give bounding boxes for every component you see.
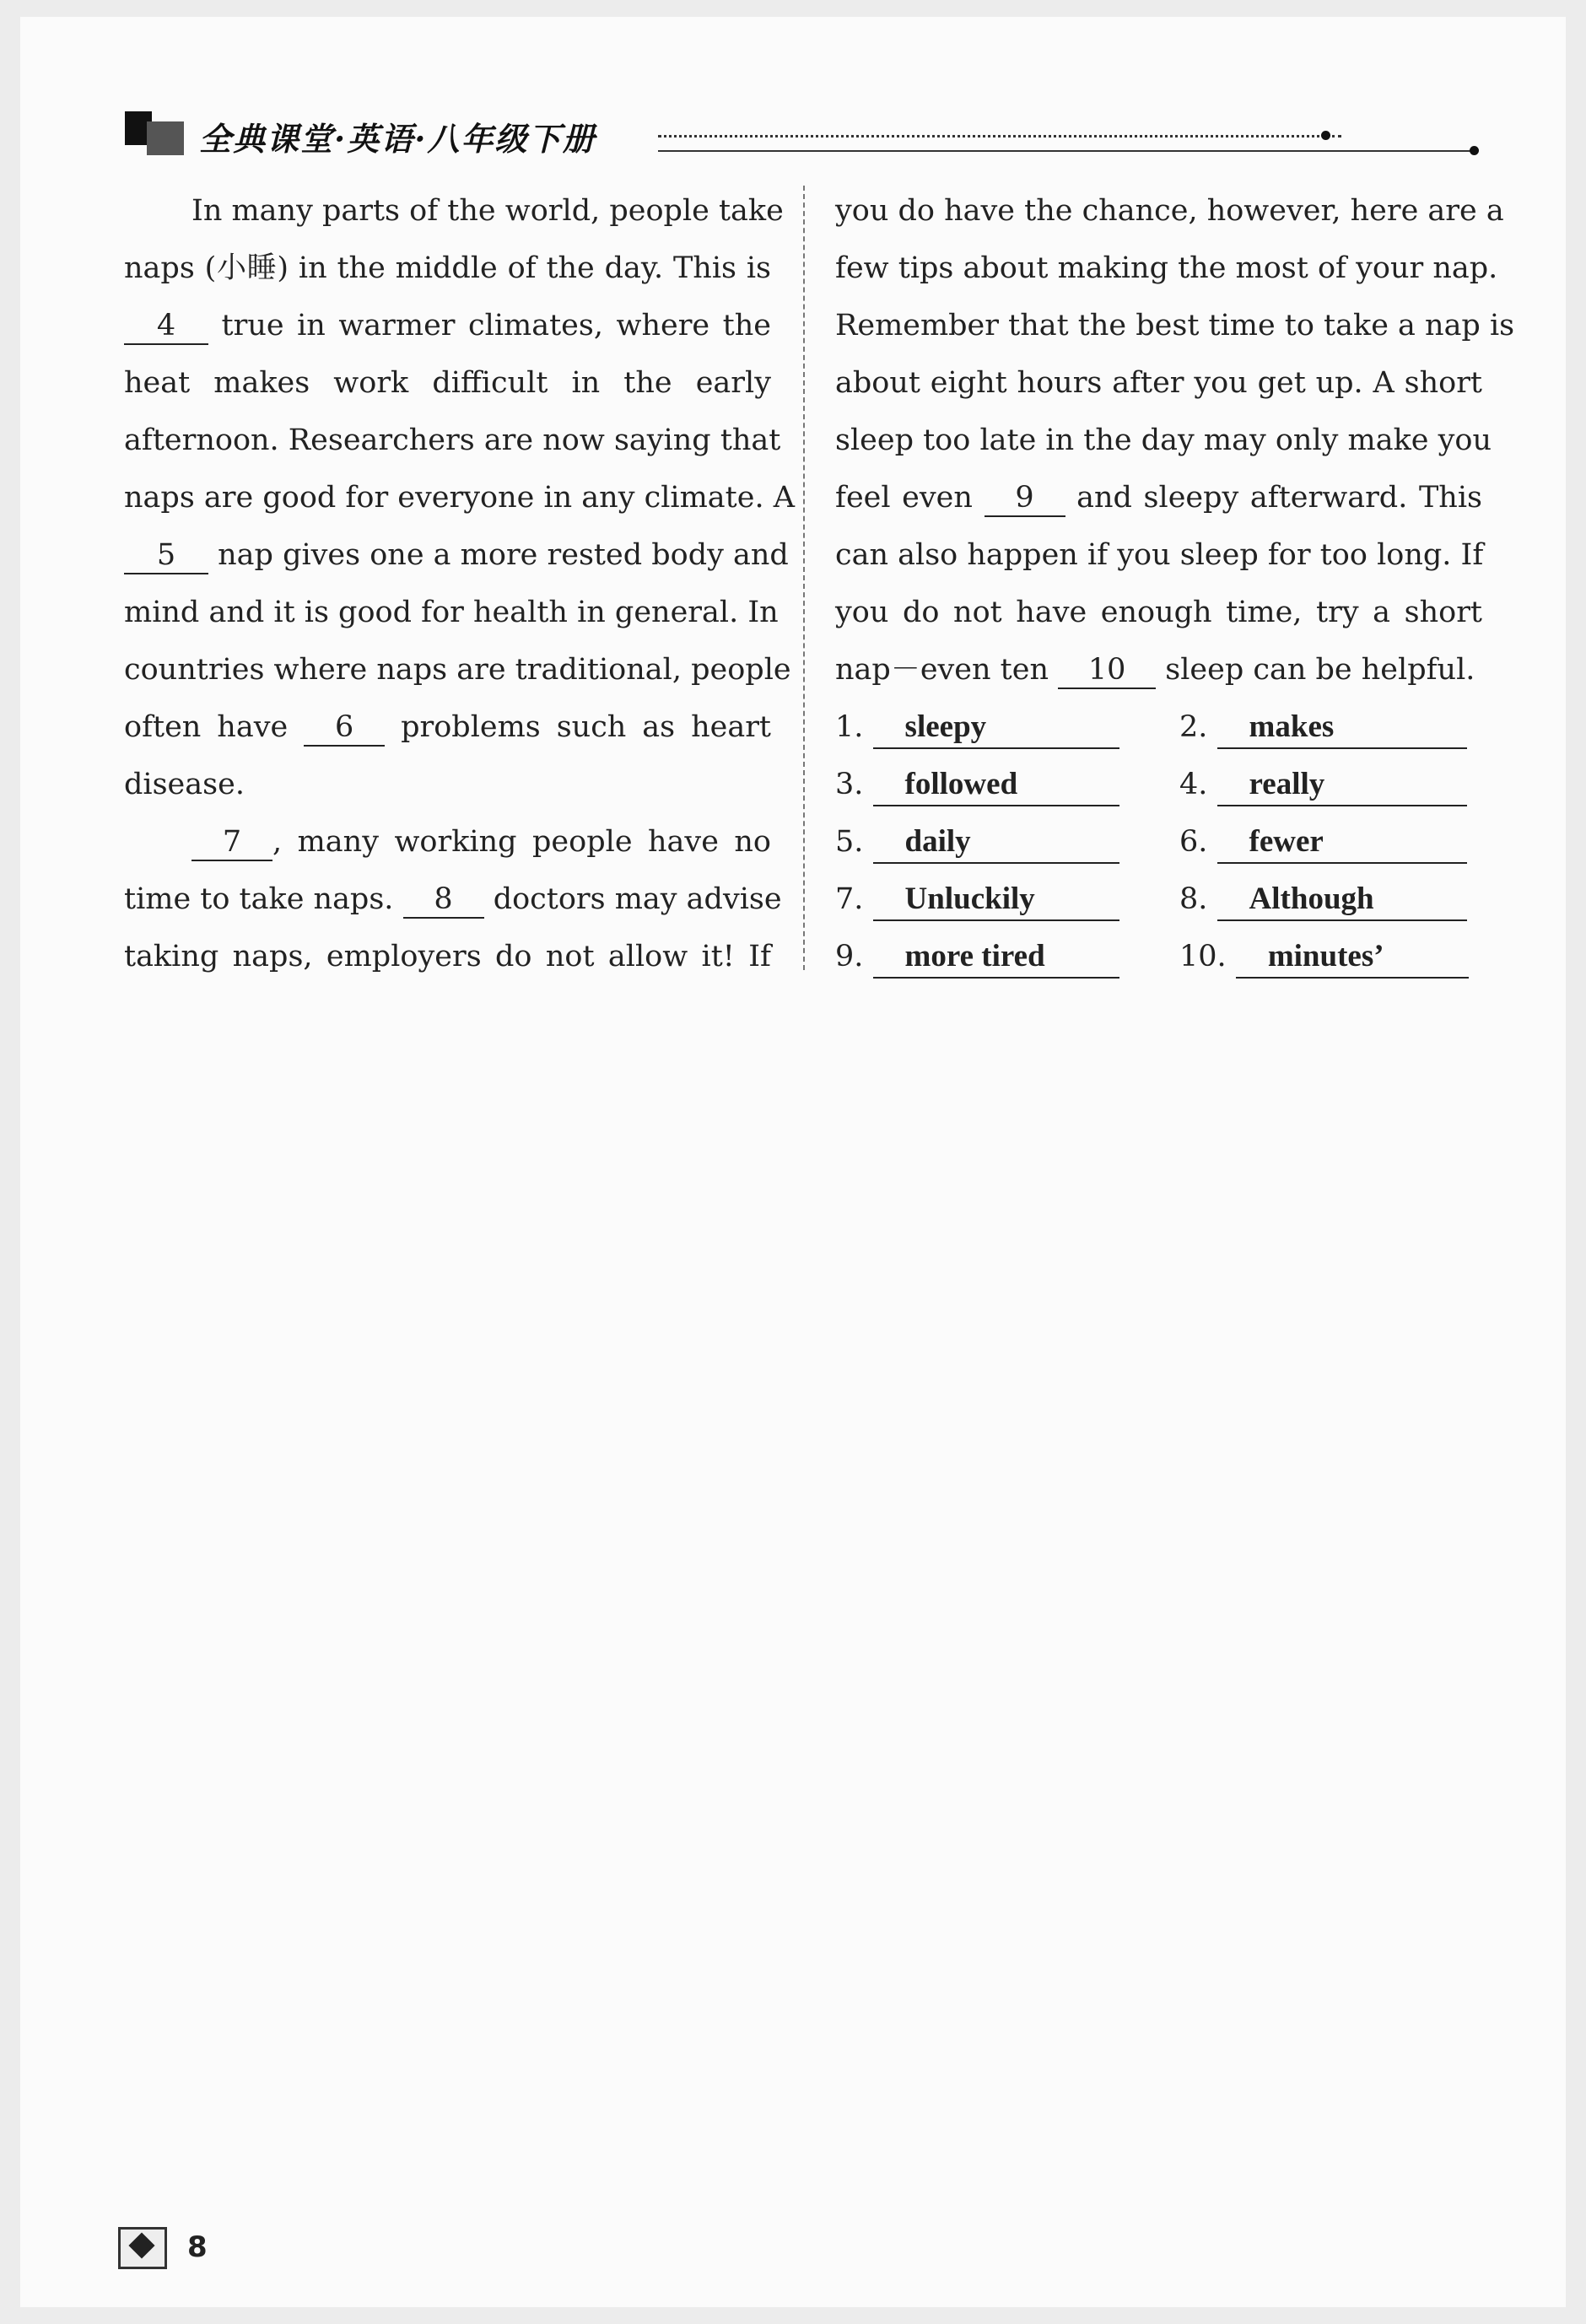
answer-text: really bbox=[1217, 764, 1467, 806]
answer-text: followed bbox=[873, 764, 1119, 806]
passage-line: time to take naps. 8 doctors may advise bbox=[124, 871, 771, 928]
header-dotted-rule bbox=[658, 135, 1341, 137]
passage-line: you do have the chance, however, here are a bbox=[835, 194, 1504, 228]
answer-item: 4. really bbox=[1179, 756, 1467, 813]
passage-line: can also happen if you sleep for too long. If bbox=[835, 538, 1484, 572]
passage-line: taking naps, employers do not allow it! If bbox=[124, 940, 771, 973]
passage-line: 7 , many working people have no bbox=[124, 813, 771, 871]
header-bullet bbox=[1321, 131, 1330, 140]
blank-10: 10 bbox=[1058, 652, 1156, 689]
passage-right-column bbox=[835, 182, 1515, 698]
answer-text: more tired bbox=[873, 936, 1119, 979]
header-title: 全典课堂·英语·八年级下册 bbox=[199, 120, 596, 158]
passage-line: you do not have enough time, try a short bbox=[835, 596, 1482, 629]
answer-item: 5. daily bbox=[835, 813, 1119, 871]
passage-line: countries where naps are traditional, people bbox=[124, 653, 791, 687]
answer-text: Unluckily bbox=[873, 879, 1119, 921]
passage-line: disease. bbox=[124, 768, 245, 801]
answer-item: 1. sleepy bbox=[835, 698, 1119, 756]
answer-item: 10. minutes’ bbox=[1179, 928, 1469, 985]
answer-text: fewer bbox=[1217, 822, 1467, 864]
passage-line: 5 nap gives one a more rested body and bbox=[124, 526, 771, 584]
passage-left-column bbox=[124, 182, 795, 985]
passage-line: about eight hours after you get up. A short bbox=[835, 366, 1482, 400]
header-bullet bbox=[1470, 146, 1479, 155]
blank-6: 6 bbox=[304, 709, 385, 747]
passage-line: mind and it is good for health in general. In bbox=[124, 596, 779, 629]
answer-item: 7. Unluckily bbox=[835, 871, 1119, 928]
column-divider bbox=[803, 186, 805, 970]
blank-8: 8 bbox=[403, 882, 484, 919]
answer-text: minutes’ bbox=[1236, 936, 1469, 979]
passage-line: few tips about making the most of your nap. bbox=[835, 251, 1498, 285]
page-number-badge bbox=[118, 2227, 167, 2269]
passage-line: nap－even ten 10 sleep can be helpful. bbox=[835, 641, 1482, 698]
passage-line: sleep too late in the day may only make you bbox=[835, 423, 1492, 457]
blank-5: 5 bbox=[124, 537, 208, 574]
header-mark-shadow bbox=[147, 121, 184, 155]
passage-line: naps are good for everyone in any climate. A bbox=[124, 481, 795, 515]
passage-line: Remember that the best time to take a nap is bbox=[835, 309, 1515, 342]
diamond-icon bbox=[128, 2232, 154, 2258]
passage-line: heat makes work difficult in the early bbox=[124, 366, 771, 400]
answer-item: 3. followed bbox=[835, 756, 1119, 813]
passage-line: In many parts of the world, people take bbox=[192, 194, 784, 228]
blank-7: 7 bbox=[192, 824, 272, 861]
passage-line: often have 6 problems such as heart bbox=[124, 698, 771, 756]
answer-text: daily bbox=[873, 822, 1119, 864]
page-number: 8 bbox=[187, 2230, 208, 2264]
passage-line: feel even 9 and sleepy afterward. This bbox=[835, 469, 1482, 526]
blank-9: 9 bbox=[985, 480, 1065, 517]
header-rule bbox=[658, 150, 1475, 152]
answer-item: 6. fewer bbox=[1179, 813, 1467, 871]
passage-line: 4 true in warmer climates, where the bbox=[124, 297, 771, 354]
passage-line: afternoon. Researchers are now saying that bbox=[124, 423, 781, 457]
answer-item: 9. more tired bbox=[835, 928, 1119, 985]
answer-item: 2. makes bbox=[1179, 698, 1467, 756]
blank-4: 4 bbox=[124, 308, 208, 345]
answer-text: sleepy bbox=[873, 707, 1119, 749]
answer-item: 8. Although bbox=[1179, 871, 1467, 928]
answer-text: makes bbox=[1217, 707, 1467, 749]
passage-line: naps (小睡) in the middle of the day. This is bbox=[124, 251, 771, 285]
answer-text: Although bbox=[1217, 879, 1467, 921]
